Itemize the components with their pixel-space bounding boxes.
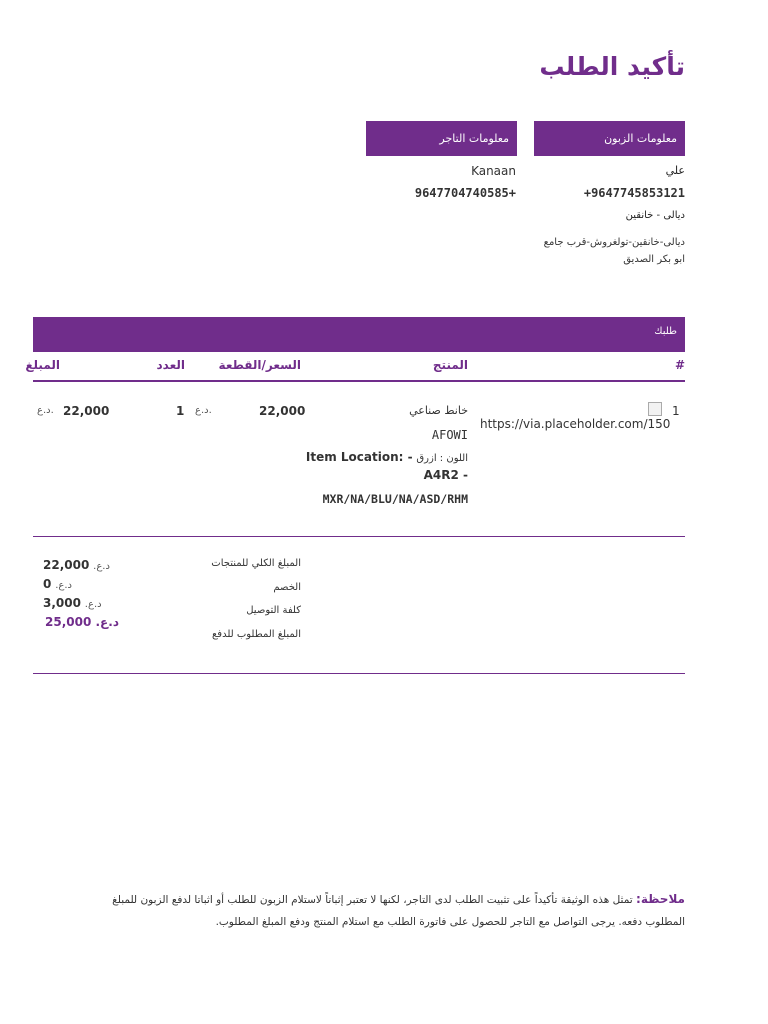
subtotal-value: [37, 558, 110, 572]
delivery-value: [37, 596, 102, 610]
subtotal-label: المبلغ الكلي للمنتجات: [211, 558, 301, 569]
customer-phone: +9647745853121: [583, 186, 685, 200]
customer-info-header: معلومات الزبون: [534, 121, 685, 156]
merchant-info-header: معلومات التاجر: [366, 121, 517, 156]
row-amount: 22,000: [63, 404, 110, 418]
total-due-value: [37, 615, 119, 629]
delivery-amount: 3,000: [43, 596, 81, 610]
footer-note: [90, 888, 685, 933]
product-color: اللون : ازرق: [416, 453, 468, 464]
order-section-header: طلبك: [33, 317, 685, 352]
merchant-name: Kanaan: [471, 164, 516, 178]
row-divider: [33, 536, 685, 537]
customer-name: علي: [665, 164, 685, 177]
delivery-currency: د.ع.: [84, 599, 102, 610]
table-header-divider: [33, 380, 685, 382]
col-header-qty: العدد: [156, 358, 185, 372]
col-header-amount: المبلغ: [25, 358, 60, 372]
total-currency: د.ع.: [95, 615, 119, 629]
col-header-product: المنتج: [432, 358, 468, 372]
subtotal-amount: 22,000: [43, 558, 90, 572]
delivery-label: كلفة التوصيل: [246, 605, 301, 616]
row-qty: 1: [176, 404, 185, 418]
page-title: تأكيد الطلب: [539, 52, 685, 81]
row-amount-currency: د.ع.: [37, 405, 54, 416]
note-title: ملاحظة:: [636, 892, 685, 906]
product-location-label: Item Location: -: [305, 450, 413, 464]
summary-divider: [33, 673, 685, 674]
discount-currency: د.ع.: [55, 580, 72, 591]
row-num: 1: [672, 404, 680, 418]
total-amount: 25,000: [45, 615, 92, 629]
customer-city: ديالى - خانقين: [625, 210, 685, 221]
customer-address: ديالى-خانقين-تولغروش-قرب جامع ابو بكر الصديق: [543, 237, 685, 265]
broken-image-icon: [648, 402, 662, 416]
product-brand: AFOWI: [431, 428, 468, 442]
note-text: تمثل هذه الوثيقة تأكيداً على تثبيت الطلب لدى التاجر، لكنها لا تعتبر إثباتاً لاستلام الزبون للطلب أو اثباتا لدفع الزبون للمبلغ المطلوب دفعه. يرجى التواصل مع التاجر للحصول على فاتورة الطلب مع استلام المنتج ودفع المبلغ المطلوب.: [112, 894, 685, 928]
row-price: 22,000: [259, 404, 306, 418]
product-attributes: [306, 450, 468, 464]
discount-label: الخصم: [273, 582, 301, 593]
product-location-value: A4R2 -: [423, 468, 468, 482]
row-price-currency: د.ع.: [195, 405, 212, 416]
product-sku: MXR/NA/BLU/NA/ASD/RHM: [322, 492, 468, 506]
merchant-phone: 9647704740585+: [414, 186, 516, 200]
subtotal-currency: د.ع.: [93, 561, 110, 572]
discount-amount: 0: [43, 577, 52, 591]
col-header-price: السعر/القطعة: [218, 358, 301, 372]
total-due-label: المبلغ المطلوب للدفع: [211, 629, 301, 640]
product-image-alt: https://via.placeholder.com/150: [480, 417, 671, 431]
col-header-num: #: [674, 358, 685, 372]
product-name: خانط صناعي: [409, 404, 468, 417]
discount-value: [37, 577, 72, 591]
